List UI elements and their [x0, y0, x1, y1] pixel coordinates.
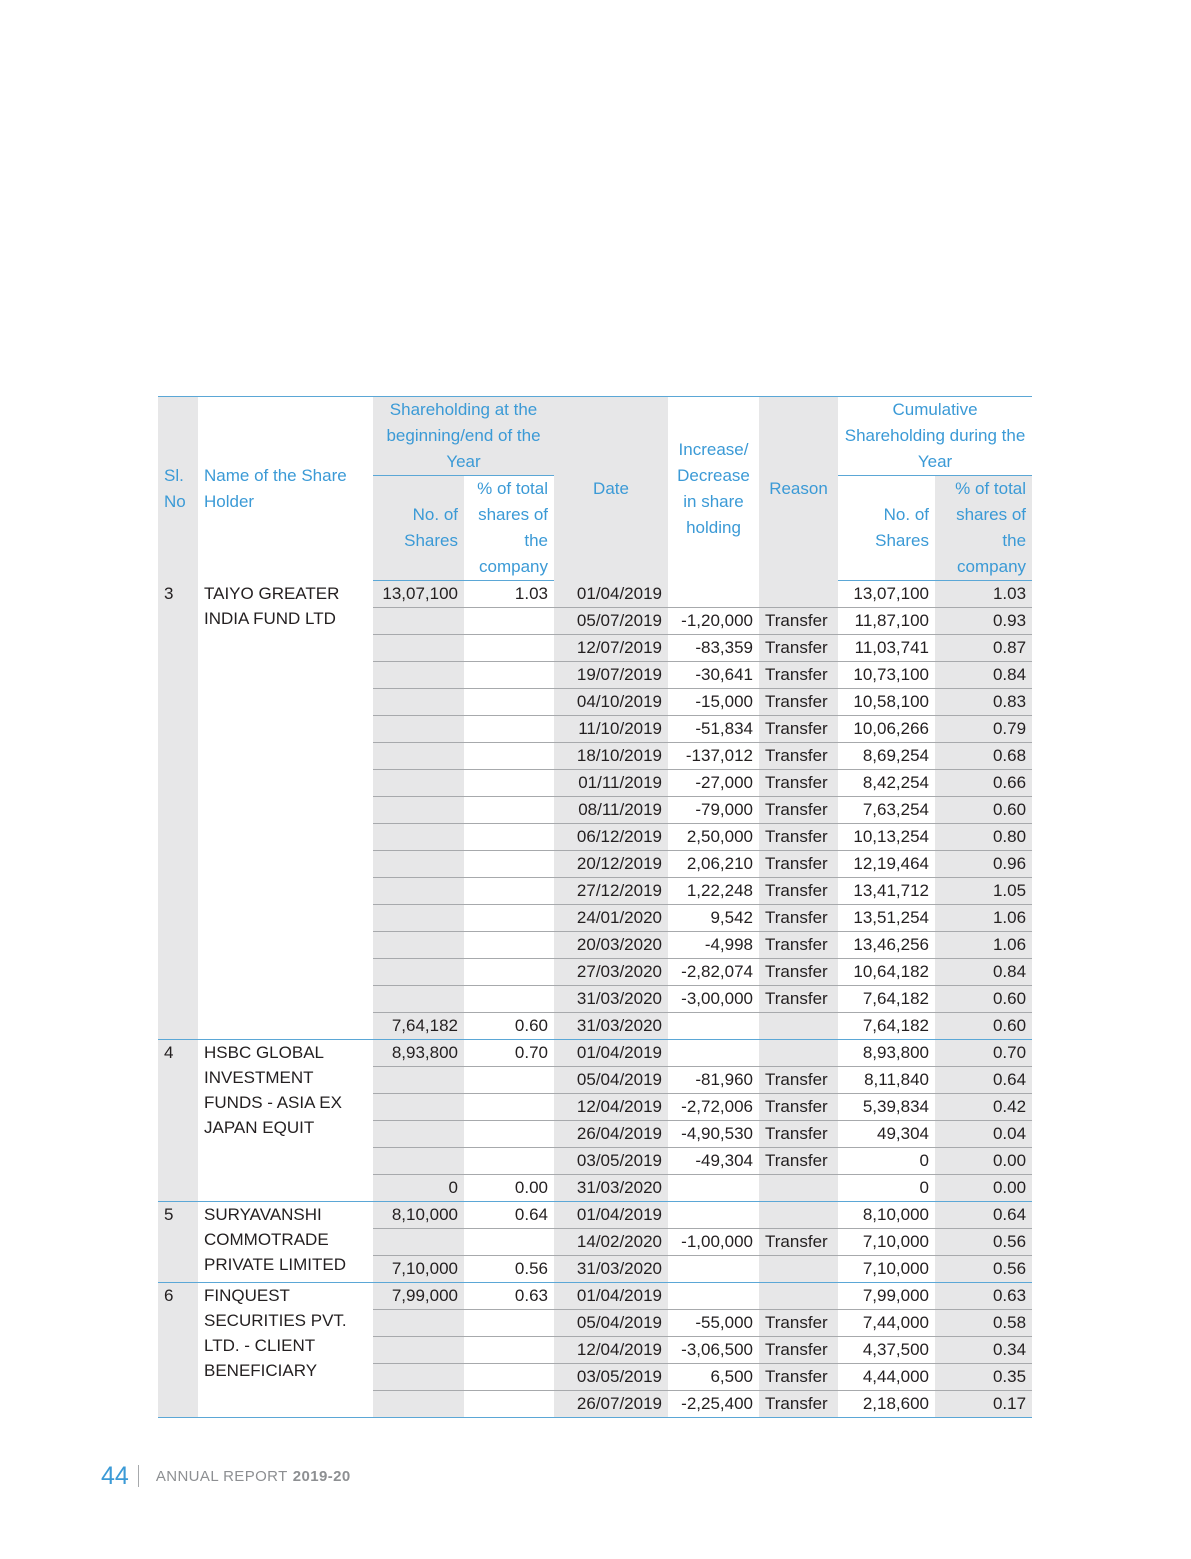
cell-increase-decrease — [668, 1040, 759, 1067]
cell-pct-total-shares: 0.00 — [464, 1175, 554, 1202]
cell-pct-total-shares — [464, 635, 554, 662]
cell-date: 27/03/2020 — [554, 959, 668, 986]
cell-increase-decrease: -4,998 — [668, 932, 759, 959]
cell-no-of-shares — [373, 824, 464, 851]
header-sl-no: Sl. No — [158, 397, 198, 581]
cell-date: 20/12/2019 — [554, 851, 668, 878]
cell-increase-decrease — [668, 1202, 759, 1229]
cell-date: 20/03/2020 — [554, 932, 668, 959]
header-date: Date — [554, 397, 668, 581]
cell-no-of-shares — [373, 932, 464, 959]
cell-increase-decrease: -3,06,500 — [668, 1337, 759, 1364]
table-row — [158, 1202, 1032, 1229]
cell-increase-decrease: -3,00,000 — [668, 986, 759, 1013]
cell-pct-total-shares — [464, 743, 554, 770]
cell-pct-total-shares — [464, 1121, 554, 1148]
cell-increase-decrease — [668, 1283, 759, 1310]
cell-pct-total-shares — [464, 1391, 554, 1418]
cell-no-of-shares — [373, 1364, 464, 1391]
footer-divider — [138, 1465, 139, 1487]
cell-cum-no-of-shares: 10,73,100 — [838, 662, 935, 689]
cell-date: 12/04/2019 — [554, 1337, 668, 1364]
cell-no-of-shares — [373, 1391, 464, 1418]
cell-pct-total-shares: 0.63 — [464, 1283, 554, 1310]
cell-no-of-shares — [373, 851, 464, 878]
cell-reason: Transfer — [759, 1094, 838, 1121]
cell-cum-pct-total-shares: 0.00 — [935, 1175, 1032, 1202]
cell-cum-pct-total-shares: 0.60 — [935, 1013, 1032, 1040]
cell-date: 26/04/2019 — [554, 1121, 668, 1148]
cell-no-of-shares — [373, 662, 464, 689]
cell-reason — [759, 1040, 838, 1067]
cell-shareholder-name: FINQUEST SECURITIES PVT. LTD. - CLIENT BENEFICIARY — [198, 1283, 373, 1418]
cell-cum-no-of-shares: 10,06,266 — [838, 716, 935, 743]
cell-date: 24/01/2020 — [554, 905, 668, 932]
page-footer — [101, 1458, 351, 1494]
cell-date: 31/03/2020 — [554, 986, 668, 1013]
cell-no-of-shares: 7,64,182 — [373, 1013, 464, 1040]
header-cum-no-of-shares: No. of Shares — [838, 476, 935, 581]
table-body — [158, 581, 1032, 1418]
shareholding-table-container — [158, 396, 1032, 1418]
cell-cum-pct-total-shares: 0.56 — [935, 1256, 1032, 1283]
cell-reason: Transfer — [759, 635, 838, 662]
header-shareholding-group: Shareholding at the beginning/end of the Year — [373, 397, 554, 476]
cell-cum-pct-total-shares: 0.80 — [935, 824, 1032, 851]
cell-no-of-shares: 7,10,000 — [373, 1256, 464, 1283]
cell-cum-no-of-shares: 2,18,600 — [838, 1391, 935, 1418]
cell-cum-pct-total-shares: 0.60 — [935, 797, 1032, 824]
cell-pct-total-shares: 0.60 — [464, 1013, 554, 1040]
cell-pct-total-shares — [464, 716, 554, 743]
cell-date: 01/04/2019 — [554, 581, 668, 608]
cell-cum-pct-total-shares: 0.58 — [935, 1310, 1032, 1337]
cell-pct-total-shares — [464, 770, 554, 797]
cell-increase-decrease: -27,000 — [668, 770, 759, 797]
cell-increase-decrease: -2,72,006 — [668, 1094, 759, 1121]
cell-pct-total-shares — [464, 932, 554, 959]
cell-cum-pct-total-shares: 0.70 — [935, 1040, 1032, 1067]
cell-sl-no: 4 — [158, 1040, 198, 1202]
cell-cum-pct-total-shares: 0.84 — [935, 662, 1032, 689]
table-header — [158, 397, 1032, 581]
cell-pct-total-shares — [464, 797, 554, 824]
cell-cum-pct-total-shares: 0.64 — [935, 1202, 1032, 1229]
cell-date: 31/03/2020 — [554, 1256, 668, 1283]
cell-cum-pct-total-shares: 0.64 — [935, 1067, 1032, 1094]
cell-cum-no-of-shares: 13,46,256 — [838, 932, 935, 959]
cell-cum-no-of-shares: 7,63,254 — [838, 797, 935, 824]
cell-reason: Transfer — [759, 959, 838, 986]
cell-no-of-shares — [373, 770, 464, 797]
cell-reason — [759, 1013, 838, 1040]
cell-cum-no-of-shares: 4,44,000 — [838, 1364, 935, 1391]
cell-sl-no: 6 — [158, 1283, 198, 1418]
header-shareholder-name: Name of the Share Holder — [204, 465, 347, 511]
cell-reason: Transfer — [759, 1067, 838, 1094]
cell-cum-no-of-shares: 7,10,000 — [838, 1229, 935, 1256]
header-pct-total-shares: % of total shares of the company — [464, 476, 554, 581]
cell-reason: Transfer — [759, 1121, 838, 1148]
cell-pct-total-shares — [464, 608, 554, 635]
cell-date: 06/12/2019 — [554, 824, 668, 851]
cell-increase-decrease — [668, 581, 759, 608]
cell-cum-pct-total-shares: 0.66 — [935, 770, 1032, 797]
header-cumulative-group: Cumulative Shareholding during the Year — [838, 397, 1032, 476]
cell-no-of-shares: 7,99,000 — [373, 1283, 464, 1310]
cell-sl-no: 5 — [158, 1202, 198, 1283]
cell-cum-pct-total-shares: 0.79 — [935, 716, 1032, 743]
cell-no-of-shares — [373, 1310, 464, 1337]
cell-increase-decrease — [668, 1175, 759, 1202]
cell-increase-decrease: -81,960 — [668, 1067, 759, 1094]
cell-increase-decrease: 2,06,210 — [668, 851, 759, 878]
cell-pct-total-shares: 0.56 — [464, 1256, 554, 1283]
cell-increase-decrease: -30,641 — [668, 662, 759, 689]
cell-cum-no-of-shares: 7,44,000 — [838, 1310, 935, 1337]
cell-cum-no-of-shares: 4,37,500 — [838, 1337, 935, 1364]
cell-cum-pct-total-shares: 0.68 — [935, 743, 1032, 770]
cell-cum-no-of-shares: 7,64,182 — [838, 986, 935, 1013]
cell-cum-pct-total-shares: 0.34 — [935, 1337, 1032, 1364]
cell-date: 01/04/2019 — [554, 1283, 668, 1310]
cell-reason: Transfer — [759, 878, 838, 905]
cell-increase-decrease: -137,012 — [668, 743, 759, 770]
cell-date: 12/04/2019 — [554, 1094, 668, 1121]
cell-increase-decrease: -79,000 — [668, 797, 759, 824]
cell-pct-total-shares — [464, 689, 554, 716]
cell-reason: Transfer — [759, 770, 838, 797]
cell-cum-pct-total-shares: 0.00 — [935, 1148, 1032, 1175]
cell-pct-total-shares — [464, 1229, 554, 1256]
cell-cum-pct-total-shares: 0.17 — [935, 1391, 1032, 1418]
cell-date: 03/05/2019 — [554, 1364, 668, 1391]
cell-increase-decrease: 2,50,000 — [668, 824, 759, 851]
cell-no-of-shares — [373, 986, 464, 1013]
shareholding-pattern-table — [158, 396, 1032, 1418]
cell-cum-pct-total-shares: 0.93 — [935, 608, 1032, 635]
cell-increase-decrease: -83,359 — [668, 635, 759, 662]
cell-increase-decrease: -51,834 — [668, 716, 759, 743]
cell-cum-no-of-shares: 11,03,741 — [838, 635, 935, 662]
cell-cum-no-of-shares: 11,87,100 — [838, 608, 935, 635]
cell-cum-no-of-shares: 0 — [838, 1148, 935, 1175]
cell-cum-no-of-shares: 13,51,254 — [838, 905, 935, 932]
header-increase-decrease: Increase/ Decrease in share holding — [677, 439, 750, 537]
cell-pct-total-shares — [464, 1148, 554, 1175]
cell-reason: Transfer — [759, 743, 838, 770]
cell-reason: Transfer — [759, 1391, 838, 1418]
cell-cum-no-of-shares: 10,64,182 — [838, 959, 935, 986]
cell-date: 18/10/2019 — [554, 743, 668, 770]
cell-pct-total-shares — [464, 1067, 554, 1094]
cell-date: 01/11/2019 — [554, 770, 668, 797]
cell-reason: Transfer — [759, 608, 838, 635]
cell-no-of-shares — [373, 689, 464, 716]
cell-reason: Transfer — [759, 932, 838, 959]
cell-no-of-shares — [373, 1067, 464, 1094]
cell-cum-no-of-shares: 12,19,464 — [838, 851, 935, 878]
cell-cum-pct-total-shares: 1.03 — [935, 581, 1032, 608]
cell-cum-no-of-shares: 0 — [838, 1175, 935, 1202]
cell-pct-total-shares: 1.03 — [464, 581, 554, 608]
cell-cum-pct-total-shares: 0.56 — [935, 1229, 1032, 1256]
cell-reason: Transfer — [759, 662, 838, 689]
cell-date: 31/03/2020 — [554, 1013, 668, 1040]
cell-no-of-shares: 0 — [373, 1175, 464, 1202]
table-row — [158, 581, 1032, 608]
header-cum-pct-total-shares: % of total shares of the company — [935, 476, 1032, 581]
cell-cum-no-of-shares: 8,10,000 — [838, 1202, 935, 1229]
cell-cum-no-of-shares: 49,304 — [838, 1121, 935, 1148]
cell-no-of-shares — [373, 635, 464, 662]
cell-date: 11/10/2019 — [554, 716, 668, 743]
cell-increase-decrease — [668, 1256, 759, 1283]
cell-cum-no-of-shares: 7,99,000 — [838, 1283, 935, 1310]
cell-increase-decrease: -2,25,400 — [668, 1391, 759, 1418]
cell-cum-pct-total-shares: 0.96 — [935, 851, 1032, 878]
cell-reason: Transfer — [759, 689, 838, 716]
cell-increase-decrease: 1,22,248 — [668, 878, 759, 905]
cell-pct-total-shares — [464, 1094, 554, 1121]
cell-reason — [759, 1175, 838, 1202]
cell-reason: Transfer — [759, 1337, 838, 1364]
report-year: 2019-20 — [292, 1467, 351, 1485]
cell-reason — [759, 581, 838, 608]
cell-pct-total-shares — [464, 878, 554, 905]
cell-increase-decrease: -1,20,000 — [668, 608, 759, 635]
cell-reason: Transfer — [759, 851, 838, 878]
cell-cum-pct-total-shares: 1.05 — [935, 878, 1032, 905]
cell-no-of-shares — [373, 743, 464, 770]
cell-reason: Transfer — [759, 1229, 838, 1256]
cell-no-of-shares — [373, 1094, 464, 1121]
cell-no-of-shares: 13,07,100 — [373, 581, 464, 608]
cell-increase-decrease — [668, 1013, 759, 1040]
cell-no-of-shares — [373, 1148, 464, 1175]
cell-cum-no-of-shares: 8,42,254 — [838, 770, 935, 797]
cell-increase-decrease: -49,304 — [668, 1148, 759, 1175]
cell-pct-total-shares: 0.70 — [464, 1040, 554, 1067]
cell-date: 01/04/2019 — [554, 1040, 668, 1067]
cell-cum-pct-total-shares: 0.83 — [935, 689, 1032, 716]
cell-shareholder-name: HSBC GLOBAL INVESTMENT FUNDS - ASIA EX JAPAN EQUIT — [198, 1040, 373, 1202]
page-number: 44 — [101, 1461, 129, 1490]
report-label: ANNUAL REPORT — [155, 1467, 288, 1485]
cell-reason: Transfer — [759, 824, 838, 851]
cell-reason: Transfer — [759, 716, 838, 743]
cell-no-of-shares — [373, 1121, 464, 1148]
cell-reason: Transfer — [759, 905, 838, 932]
cell-no-of-shares — [373, 959, 464, 986]
cell-cum-no-of-shares: 10,58,100 — [838, 689, 935, 716]
table-row — [158, 1283, 1032, 1310]
cell-cum-no-of-shares: 13,07,100 — [838, 581, 935, 608]
cell-no-of-shares — [373, 608, 464, 635]
cell-pct-total-shares — [464, 851, 554, 878]
cell-date: 05/04/2019 — [554, 1067, 668, 1094]
cell-cum-pct-total-shares: 0.42 — [935, 1094, 1032, 1121]
cell-date: 03/05/2019 — [554, 1148, 668, 1175]
cell-pct-total-shares — [464, 905, 554, 932]
cell-cum-no-of-shares: 10,13,254 — [838, 824, 935, 851]
cell-cum-no-of-shares: 8,69,254 — [838, 743, 935, 770]
table-row — [158, 1040, 1032, 1067]
cell-cum-pct-total-shares: 0.63 — [935, 1283, 1032, 1310]
cell-reason — [759, 1202, 838, 1229]
cell-increase-decrease: 6,500 — [668, 1364, 759, 1391]
cell-no-of-shares — [373, 716, 464, 743]
cell-date: 27/12/2019 — [554, 878, 668, 905]
cell-shareholder-name: TAIYO GREATER INDIA FUND LTD — [198, 581, 373, 1040]
cell-pct-total-shares — [464, 1337, 554, 1364]
cell-cum-no-of-shares: 7,64,182 — [838, 1013, 935, 1040]
cell-cum-no-of-shares: 13,41,712 — [838, 878, 935, 905]
cell-pct-total-shares — [464, 959, 554, 986]
cell-cum-pct-total-shares: 0.04 — [935, 1121, 1032, 1148]
cell-no-of-shares — [373, 905, 464, 932]
cell-reason: Transfer — [759, 986, 838, 1013]
cell-no-of-shares — [373, 1229, 464, 1256]
cell-reason: Transfer — [759, 1310, 838, 1337]
cell-pct-total-shares — [464, 1310, 554, 1337]
cell-no-of-shares — [373, 1337, 464, 1364]
cell-cum-no-of-shares: 8,11,840 — [838, 1067, 935, 1094]
cell-no-of-shares — [373, 797, 464, 824]
cell-cum-no-of-shares: 7,10,000 — [838, 1256, 935, 1283]
cell-cum-pct-total-shares: 0.60 — [935, 986, 1032, 1013]
cell-reason: Transfer — [759, 797, 838, 824]
cell-date: 01/04/2019 — [554, 1202, 668, 1229]
cell-increase-decrease: -4,90,530 — [668, 1121, 759, 1148]
cell-cum-pct-total-shares: 1.06 — [935, 905, 1032, 932]
cell-shareholder-name: SURYAVANSHI COMMOTRADE PRIVATE LIMITED — [198, 1202, 373, 1283]
cell-date: 31/03/2020 — [554, 1175, 668, 1202]
cell-increase-decrease: -2,82,074 — [668, 959, 759, 986]
cell-date: 04/10/2019 — [554, 689, 668, 716]
cell-date: 08/11/2019 — [554, 797, 668, 824]
cell-cum-pct-total-shares: 0.87 — [935, 635, 1032, 662]
cell-no-of-shares: 8,10,000 — [373, 1202, 464, 1229]
cell-sl-no: 3 — [158, 581, 198, 1040]
cell-cum-pct-total-shares: 0.35 — [935, 1364, 1032, 1391]
cell-pct-total-shares — [464, 1364, 554, 1391]
header-reason: Reason — [759, 397, 838, 581]
cell-no-of-shares — [373, 878, 464, 905]
cell-reason — [759, 1283, 838, 1310]
cell-date: 26/07/2019 — [554, 1391, 668, 1418]
cell-date: 14/02/2020 — [554, 1229, 668, 1256]
cell-increase-decrease: -1,00,000 — [668, 1229, 759, 1256]
cell-increase-decrease: -55,000 — [668, 1310, 759, 1337]
cell-increase-decrease: 9,542 — [668, 905, 759, 932]
cell-pct-total-shares — [464, 986, 554, 1013]
cell-pct-total-shares — [464, 824, 554, 851]
cell-date: 05/07/2019 — [554, 608, 668, 635]
cell-cum-pct-total-shares: 0.84 — [935, 959, 1032, 986]
cell-no-of-shares: 8,93,800 — [373, 1040, 464, 1067]
cell-date: 05/04/2019 — [554, 1310, 668, 1337]
cell-date: 19/07/2019 — [554, 662, 668, 689]
header-no-of-shares: No. of Shares — [373, 476, 464, 581]
cell-cum-no-of-shares: 8,93,800 — [838, 1040, 935, 1067]
cell-reason — [759, 1256, 838, 1283]
cell-reason: Transfer — [759, 1148, 838, 1175]
cell-reason: Transfer — [759, 1364, 838, 1391]
cell-cum-no-of-shares: 5,39,834 — [838, 1094, 935, 1121]
cell-date: 12/07/2019 — [554, 635, 668, 662]
cell-pct-total-shares: 0.64 — [464, 1202, 554, 1229]
cell-pct-total-shares — [464, 662, 554, 689]
cell-increase-decrease: -15,000 — [668, 689, 759, 716]
cell-cum-pct-total-shares: 1.06 — [935, 932, 1032, 959]
